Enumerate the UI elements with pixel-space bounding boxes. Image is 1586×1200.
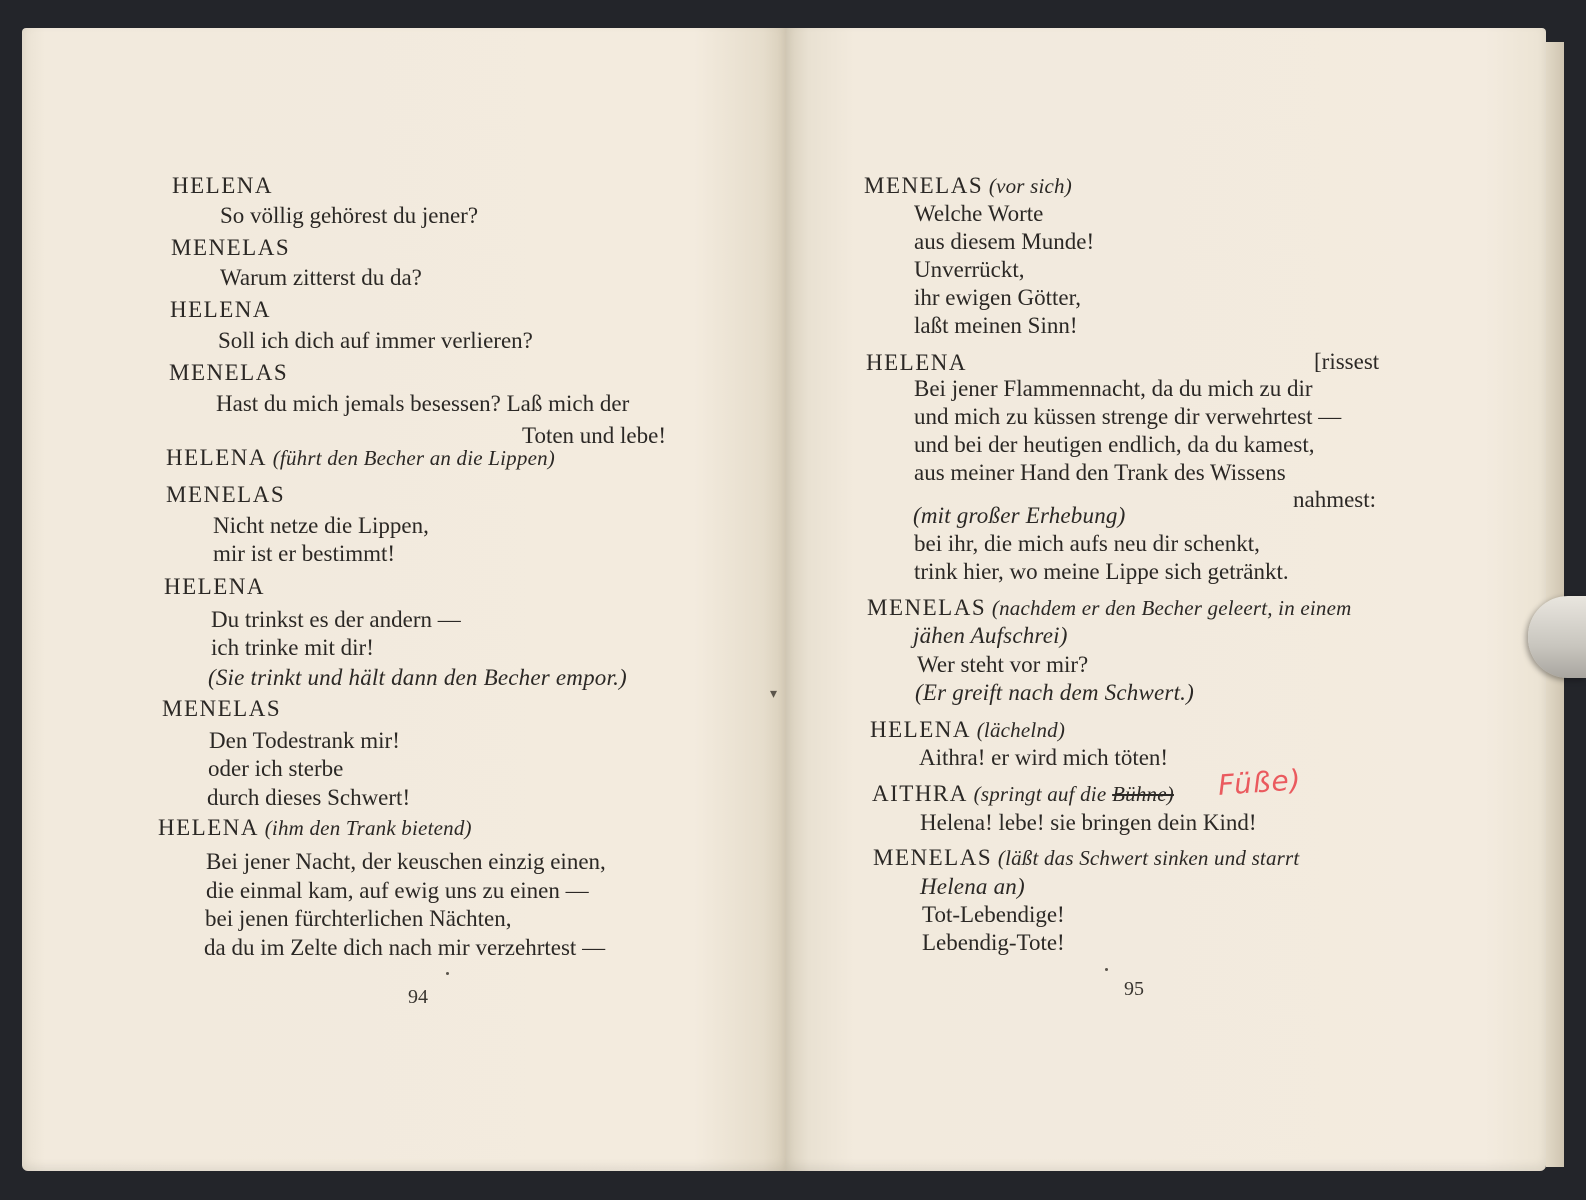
verse-line: Unverrückt, [914, 257, 1025, 282]
gutter-mark: ▾ [770, 687, 778, 702]
speaker-name: HELENA [866, 350, 967, 375]
speaker-name: MENELAS [867, 595, 987, 620]
speaker-name: MENELAS [864, 173, 984, 198]
verse-line: bei jenen fürchterlichen Nächten, [205, 906, 512, 931]
speaker-name: MENELAS [169, 360, 289, 385]
stage-direction: (mit großer Erhebung) [913, 503, 1126, 528]
speech-heading [867, 594, 1351, 622]
handwritten-correction: Füße) [1216, 763, 1303, 802]
stage-direction: (führt den Becher an die Lippen) [272, 446, 555, 470]
verse-line: die einmal kam, auf ewig uns zu einen — [206, 878, 589, 903]
verse-line: und mich zu küssen strenge dir verwehrtest — [914, 404, 1342, 429]
speaker-name: MENELAS [166, 482, 286, 507]
speaker-name: MENELAS [873, 845, 993, 870]
stage-direction: (vor sich) [988, 174, 1072, 198]
stage-direction: jähen Aufschrei) [913, 623, 1068, 648]
stage-direction: (Sie trinkt und hält dann den Becher empor.) [208, 665, 627, 690]
speaker-name: HELENA [166, 445, 267, 470]
stage-direction: (ihm den Trank bietend) [264, 816, 472, 840]
speaker-name: HELENA [870, 717, 971, 742]
speaker-name: HELENA [172, 173, 273, 198]
verse-line: Aithra! er wird mich töten! [919, 745, 1169, 770]
verse-line: laßt meinen Sinn! [914, 313, 1078, 338]
stage-direction: Helena an) [920, 874, 1025, 899]
verse-line: bei ihr, die mich aufs neu dir schenkt, [914, 531, 1260, 556]
speech-heading [870, 716, 1065, 744]
speaker-name: MENELAS [162, 696, 282, 721]
speech-heading [166, 444, 555, 472]
speaker-name: AITHRA [872, 781, 968, 806]
verse-line: Tot-Lebendige! [922, 902, 1065, 927]
verse-line: ihr ewigen Götter, [914, 285, 1082, 310]
stage-direction: (Er greift nach dem Schwert.) [915, 680, 1194, 705]
stage-direction: (lächelnd) [976, 718, 1066, 742]
verse-line: So völlig gehörest du jener? [220, 203, 479, 228]
speaker-name: HELENA [164, 574, 265, 599]
page-number: 94 [408, 986, 428, 1008]
verse-line: Bei jener Flammennacht, da du mich zu dir [914, 376, 1313, 401]
verse-line: oder ich sterbe [208, 756, 344, 781]
speaker-name: HELENA [170, 297, 271, 322]
verse-line: Toten und lebe! [522, 423, 667, 448]
verse-line: Wer steht vor mir? [917, 652, 1089, 677]
verse-line: [rissest [1314, 349, 1380, 374]
speech-heading [158, 814, 472, 842]
stage-direction: (läßt das Schwert sinken und starrt [997, 846, 1300, 870]
ink-dot [1105, 968, 1108, 971]
left-page [22, 28, 786, 1171]
verse-line: mir ist er bestimmt! [213, 541, 396, 566]
speaker-name: MENELAS [171, 235, 291, 260]
verse-line: nahmest: [1293, 487, 1377, 512]
right-page [786, 28, 1546, 1171]
verse-line: ich trinke mit dir! [211, 635, 374, 660]
stage-direction: (nachdem er den Becher geleert, in einem [991, 596, 1352, 620]
speaker-name: HELENA [158, 815, 259, 840]
verse-line: trink hier, wo meine Lippe sich getränkt. [914, 559, 1289, 584]
ink-dot [446, 972, 449, 975]
verse-line: Bei jener Nacht, der keuschen einzig einen, [206, 849, 606, 874]
verse-line: Warum zitterst du da? [220, 265, 422, 290]
verse-line: und bei der heutigen endlich, da du kamest, [914, 432, 1315, 457]
speech-heading [872, 780, 1174, 808]
verse-line: Hast du mich jemals besessen? Laß mich der [216, 391, 630, 416]
verse-line: Welche Worte [914, 201, 1044, 226]
speech-heading [873, 844, 1299, 872]
speech-heading [864, 172, 1072, 200]
stage-direction: (springt auf die [973, 782, 1107, 806]
verse-line: aus diesem Munde! [914, 229, 1095, 254]
verse-line: Du trinkst es der andern — [211, 607, 461, 632]
verse-line: Den Todestrank mir! [209, 728, 400, 753]
verse-line: Nicht netze die Lippen, [213, 513, 429, 538]
verse-line: da du im Zelte dich nach mir verzehrtest — [204, 935, 606, 960]
verse-line: Soll ich dich auf immer verlieren? [218, 328, 533, 353]
struck-word: Bühne) [1112, 782, 1174, 806]
verse-line: Lebendig-Tote! [922, 930, 1065, 955]
verse-line: durch dieses Schwert! [207, 785, 411, 810]
verse-line: Helena! lebe! sie bringen dein Kind! [920, 810, 1257, 835]
page-number: 95 [1124, 978, 1144, 1000]
verse-line: aus meiner Hand den Trank des Wissens [914, 460, 1286, 485]
